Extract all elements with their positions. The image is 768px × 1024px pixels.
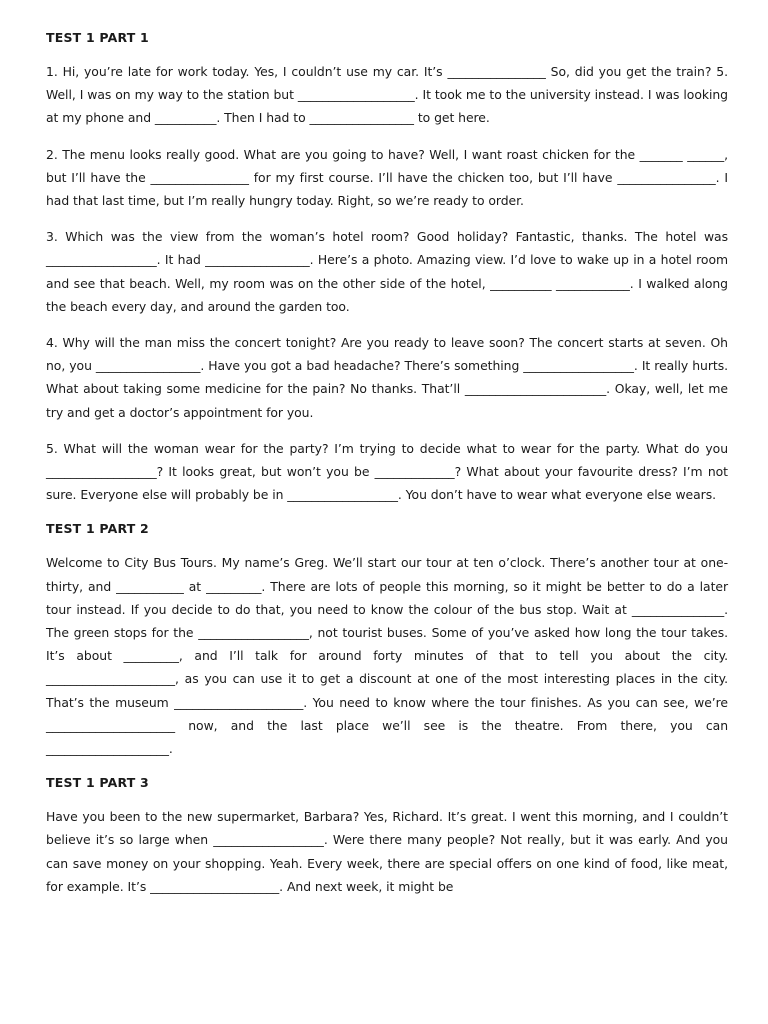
part1-question-1: 1. Hi, you’re late for work today. Yes, I couldn’t use my car. It’s ________________ So, did you get the train? 5. Well, I was on my way to the station but ___________________. It took me to the university instead. I was looking at my phone and __________. Then I had to _________________ to get here. bbox=[46, 64, 728, 126]
part3-heading: TEST 1 PART 3 bbox=[46, 775, 149, 791]
part2-paragraph: Welcome to City Bus Tours. My name’s Greg. We’ll start our tour at ten o’clock. There’s another tour at one-thirty, and ___________ at _________. There are lots of people this morning, so it might be better to do a later tour instead. If you decide to do that, you need to know the colour of the bus stop. Wait at _______________. The green stops for the __________________, not tourist buses. Some of you’ve asked how long the tour takes. It’s about _________, and I’ll talk for around forty minutes of that to tell you about the city. _____________________, as you can use it to get a discount at one of the most interesting places in the city. That’s the museum _____________________. You need to know where the tour finishes. As you can see, we’re _____________________ now, and the last place we’ll see is the theatre. From there, you can ____________________. bbox=[46, 555, 728, 757]
part1-question-2: 2. The menu looks really good. What are you going to have? Well, I want roast chicken for the _______ ______, but I’ll have the ________________ for my first course. I’ll have the chicken too, but I’ll have ________________. I had that last time, but I’m really hungry today. Right, so we’re ready to order. bbox=[46, 146, 728, 209]
part2-heading: TEST 1 PART 2 bbox=[46, 521, 149, 537]
part1-heading: TEST 1 PART 1 bbox=[46, 30, 149, 45]
part1-question-3: 3. Which was the view from the woman’s hotel room? Good holiday? Fantastic, thanks. The hotel was __________________. It had _________________. Here’s a photo. Amazing view. I’d love to wake up in a hotel room and see that beach. Well, my room was on the other side of the hotel, __________ ____________. I walked along the beach every day, and around the garden too. bbox=[46, 229, 728, 314]
worksheet-page bbox=[46, 28, 728, 898]
part3-paragraph: Have you been to the new supermarket, Barbara? Yes, Richard. It’s great. I went this morning, and I couldn’t believe it’s so large when __________________. Were there many people? Not really, but it was early. And you can save money on your shopping. Yeah. Every week, there are special offers on one kind of food, like meat, for example. It’s _____________________. And next week, it might be bbox=[46, 809, 728, 894]
part1-question-5: 5. What will the woman wear for the party? I’m trying to decide what to wear for the party. What do you __________________? It looks great, but won’t you be _____________? What about your favourite dress? I’m not sure. Everyone else will probably be in __________________. You don’t have to wear what everyone else wears. bbox=[46, 440, 728, 503]
part1-question-4: 4. Why will the man miss the concert tonight? Are you ready to leave soon? The concert starts at seven. Oh no, you _________________. Have you got a bad headache? There’s something __________________. It really hurts. What about taking some medicine for the pain? No thanks. That’ll _______________________. Okay, well, let me try and get a doctor’s appointment for you. bbox=[46, 335, 728, 420]
